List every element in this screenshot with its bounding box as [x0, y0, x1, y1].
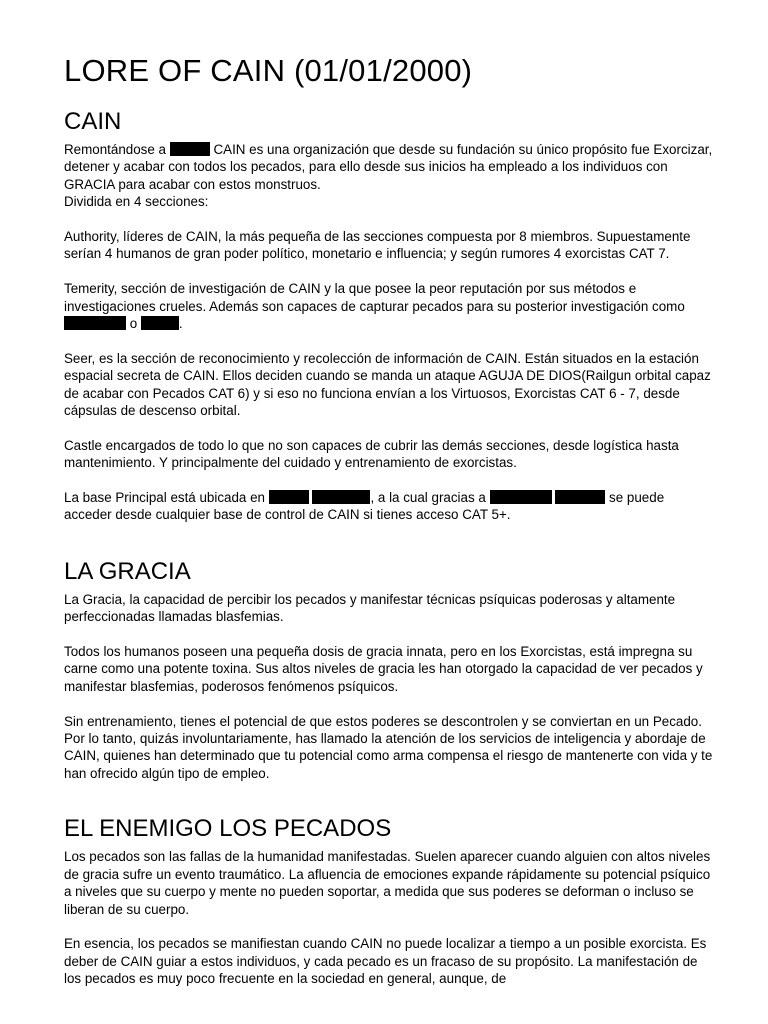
gracia-paragraph-2: Todos los humanos poseen una pequeña dosis de gracia innata, pero en los Exorcistas, está impregna su carne como una potente toxina. Sus altos niveles de gracia les han otorgado la capacidad de ver pecados y manifestar blasfemias, poderosos fenómenos psíquicos.	[64, 644, 703, 694]
cain-paragraph-base	[64, 489, 714, 524]
temerity-text-c: .	[178, 316, 183, 332]
cain-paragraph-intro	[64, 141, 714, 193]
redaction-block	[269, 490, 309, 504]
cain-intro-text-b: CAIN es una organización que desde su fundación su único propósito fue Exorcizar, detener y acabar con todos los pecados, para ello desde sus inicios ha empleado a los individuos con GRACIA para acabar con estos monstruos.	[64, 142, 713, 192]
temerity-text-a: Temerity, sección de investigación de CAIN y la que posee la peor reputación por sus métodos e investigaciones crueles. Además son capaces de capturar pecados para su posterior investigación como	[64, 281, 685, 314]
base-text-c: se puede acceder desde cualquier base de control de CAIN si tienes acceso CAT 5+.	[64, 490, 665, 523]
cain-paragraph-seer: Seer, es la sección de reconocimiento y recolección de información de CAIN. Están situados en la estación espacial secreta de CAIN. Ellos deciden cuando se manda un ataque AGUJA DE DIOS(Railgun orbital capaz de acabar con Pecados CAT 6) y si eso no funciona envían a los Virtuosos, Exorcistas CAT 6 - 7, desde cápsulas de descenso orbital.	[64, 350, 711, 419]
redaction-block	[312, 490, 370, 504]
gracia-paragraph-1: La Gracia, la capacidad de percibir los pecados y manifestar técnicas psíquicas poderosas y altamente perfeccionadas llamadas blasfemias.	[64, 591, 676, 625]
redaction-block	[490, 490, 552, 504]
base-text-b: , a la cual gracias a	[370, 490, 486, 506]
temerity-text-b: o	[129, 316, 138, 332]
gracia-paragraph-3: Sin entrenamiento, tienes el potencial de que estos poderes se descontrolen y se conviertan en un Pecado. Por lo tanto, quizás involuntariamente, has llamado la atención de los servicios de inteligencia y abordaje de CAIN, quienes han determinado que tu potencial como arma compensa el riesgo de mantenerte con vida y te han ofrecido algún tipo de empleo.	[64, 713, 713, 781]
cain-intro-text-a: Remontándose a	[64, 142, 166, 157]
section-heading-cain: CAIN	[64, 108, 122, 135]
enemigo-paragraph-1: Los pecados son las fallas de la humanidad manifestadas. Suelen aparecer cuando alguien con altos niveles de gracia sufre un evento traumático. La afluencia de emociones expande rápidamente su potencial psíquico a niveles que su cuerpo y mente no pueden soportar, a medida que sus poderes se deforman o incluso se liberan de su cuerpo.	[64, 849, 711, 917]
base-text-a: La base Principal está ubicada en	[64, 490, 265, 506]
redaction-block	[64, 316, 126, 330]
section-heading-enemigo: EL ENEMIGO LOS PECADOS	[64, 815, 392, 843]
cain-paragraph-castle: Castle encargados de todo lo que no son capaces de cubrir las demás secciones, desde logística hasta mantenimiento. Y principalmente del cuidado y entrenamiento de exorcistas.	[64, 437, 679, 471]
cain-paragraph-authority: Authority, líderes de CAIN, la más pequeña de las secciones compuesta por 8 miembros. Supuestamente serían 4 humanos de gran poder político, monetario e influencia; y según rumores 4 exorcistas CAT 7.	[64, 229, 691, 262]
cain-paragraph-divisions: Dividida en 4 secciones:	[64, 194, 209, 210]
section-heading-gracia: LA GRACIA	[64, 557, 191, 585]
redaction-block	[555, 490, 605, 504]
enemigo-paragraph-2: En esencia, los pecados se manifiestan cuando CAIN no puede localizar a tiempo a un posible exorcista. Es deber de CAIN guiar a estos individuos, y cada pecado es un fracaso de su propósito. La manifestación de los pecados es muy poco frecuente en la sociedad en general, aunque, de	[64, 936, 707, 987]
document-page	[64, 0, 714, 988]
redaction-block	[170, 142, 210, 156]
cain-paragraph-temerity	[64, 280, 714, 332]
redaction-block	[141, 316, 179, 330]
document-title: LORE OF CAIN (01/01/2000)	[64, 53, 473, 88]
